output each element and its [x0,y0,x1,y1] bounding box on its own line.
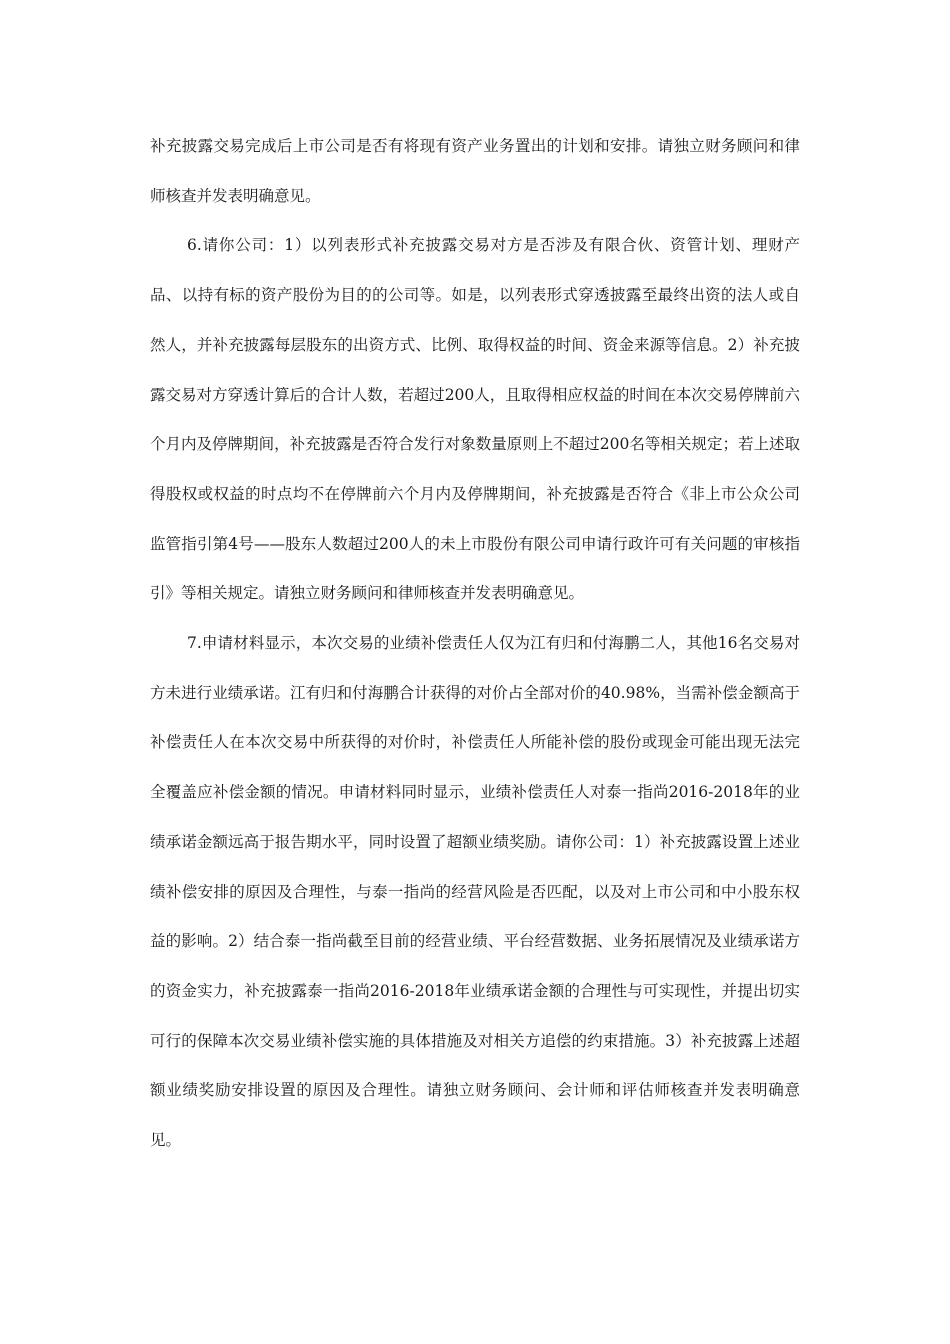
paragraph-item-6: 6.请你公司：1）以列表形式补充披露交易对方是否涉及有限合伙、资管计划、理财产品、以持有标的资产股份为目的的公司等。如是，以列表形式穿透披露至最终出资的法人或自然人，并补充披露每层股东的出资方式、比例、取得权益的时间、资金来源等信息。2）补充披露交易对方穿透计算后的合计人数，若超过200人，且取得相应权益的时间在本次交易停牌前六个月内及停牌期间，补充披露是否符合发行对象数量原则上不超过200名等相关规定；若上述取得股权或权益的时点均不在停牌前六个月内及停牌期间，补充披露是否符合《非上市公众公司监管指引第4号——股东人数超过200人的未上市股份有限公司申请行政许可有关问题的审核指引》等相关规定。请独立财务顾问和律师核查并发表明确意见。 [150,236,800,603]
paragraph-continuation: 补充披露交易完成后上市公司是否有将现有资产业务置出的计划和安排。请独立财务顾问和律师核查并发表明确意见。 [150,137,800,205]
paragraph-item-7: 7.申请材料显示，本次交易的业绩补偿责任人仅为江有归和付海鹏二人，其他16名交易对方未进行业绩承诺。江有归和付海鹏合计获得的对价占全部对价的40.98%，当需补偿金额高于补偿责任人在本次交易中所获得的对价时，补偿责任人所能补偿的股份或现金可能出现无法完全覆盖应补偿金额的情况。申请材料同时显示，业绩补偿责任人对泰一指尚2016-2018年的业绩承诺金额远高于报告期水平，同时设置了超额业绩奖励。请你公司：1）补充披露设置上述业绩补偿安排的原因及合理性，与泰一指尚的经营风险是否匹配，以及对上市公司和中小股东权益的影响。2）结合泰一指尚截至目前的经营业绩、平台经营数据、业务拓展情况及业绩承诺方的资金实力，补充披露泰一指尚2016-2018年业绩承诺金额的合理性与可实现性，并提出切实可行的保障本次交易业绩补偿实施的具体措施及对相关方追偿的约束措施。3）补充披露上述超额业绩奖励安排设置的原因及合理性。请独立财务顾问、会计师和评估师核查并发表明确意见。 [150,634,800,1150]
document-body [150,122,800,1166]
